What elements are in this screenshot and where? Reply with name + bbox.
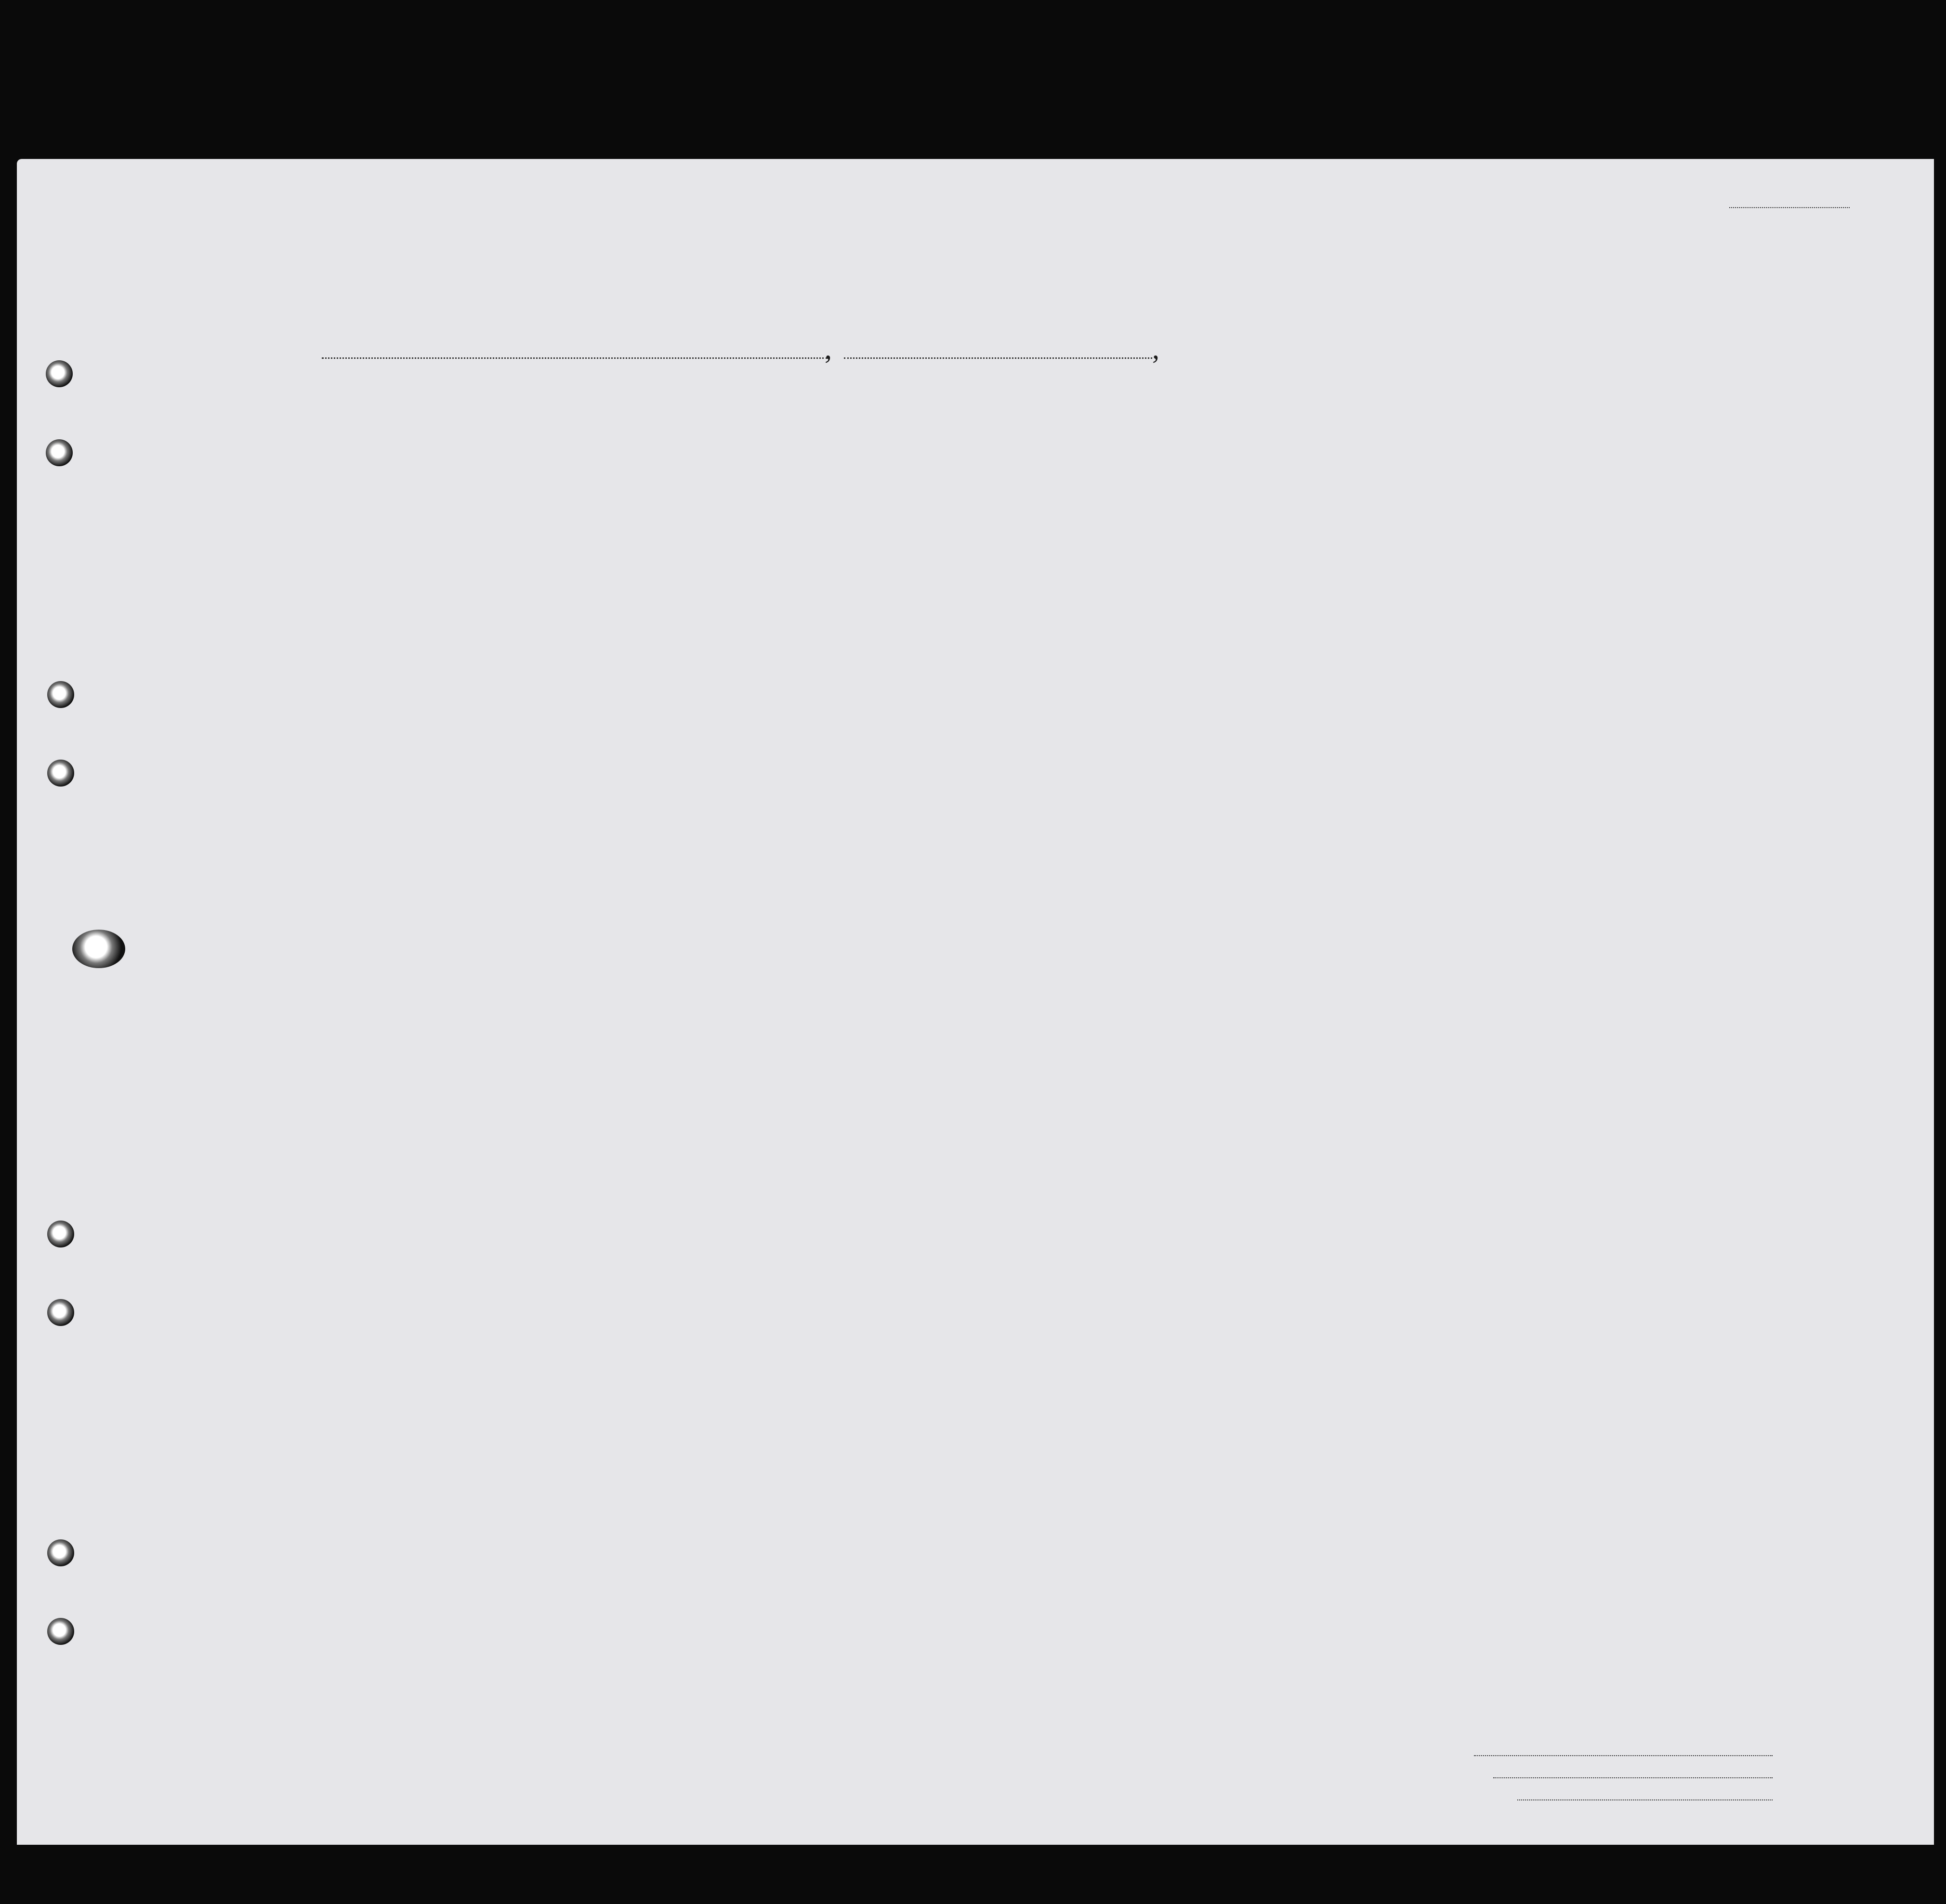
binder-hole	[47, 1299, 74, 1326]
binder-tear	[72, 930, 125, 968]
comma-2: ,	[1152, 333, 1159, 365]
header-purpose-length	[1167, 453, 1200, 542]
binder-hole	[47, 1539, 74, 1566]
date-line	[844, 357, 1152, 359]
header-question-29	[1391, 429, 1426, 542]
header-polygamist	[1274, 429, 1301, 542]
header-money	[677, 424, 706, 539]
binder-hole	[47, 1618, 74, 1645]
binder-hole	[47, 1221, 74, 1247]
port-line	[322, 357, 828, 359]
header-ticket	[555, 424, 579, 539]
header-purpose-citizen	[1201, 453, 1236, 542]
header-feet	[1585, 511, 1606, 554]
footer-owners-field	[1493, 1777, 1773, 1778]
header-question-31	[1446, 429, 1465, 542]
header-inches	[1607, 511, 1631, 554]
header-question-28	[1329, 429, 1390, 542]
comma-1: ,	[825, 333, 832, 365]
header-prison	[1236, 429, 1273, 542]
header-question-30	[1427, 429, 1445, 542]
footer-agents-field	[1517, 1799, 1773, 1800]
header-anarchist	[1302, 429, 1328, 542]
binder-hole	[47, 681, 74, 708]
header-purpose-return	[1130, 453, 1166, 542]
footer-line-field	[1474, 1755, 1773, 1756]
list-line	[1729, 207, 1850, 208]
binder-hole	[46, 439, 73, 466]
binder-hole	[47, 760, 74, 787]
binder-hole	[46, 360, 73, 387]
